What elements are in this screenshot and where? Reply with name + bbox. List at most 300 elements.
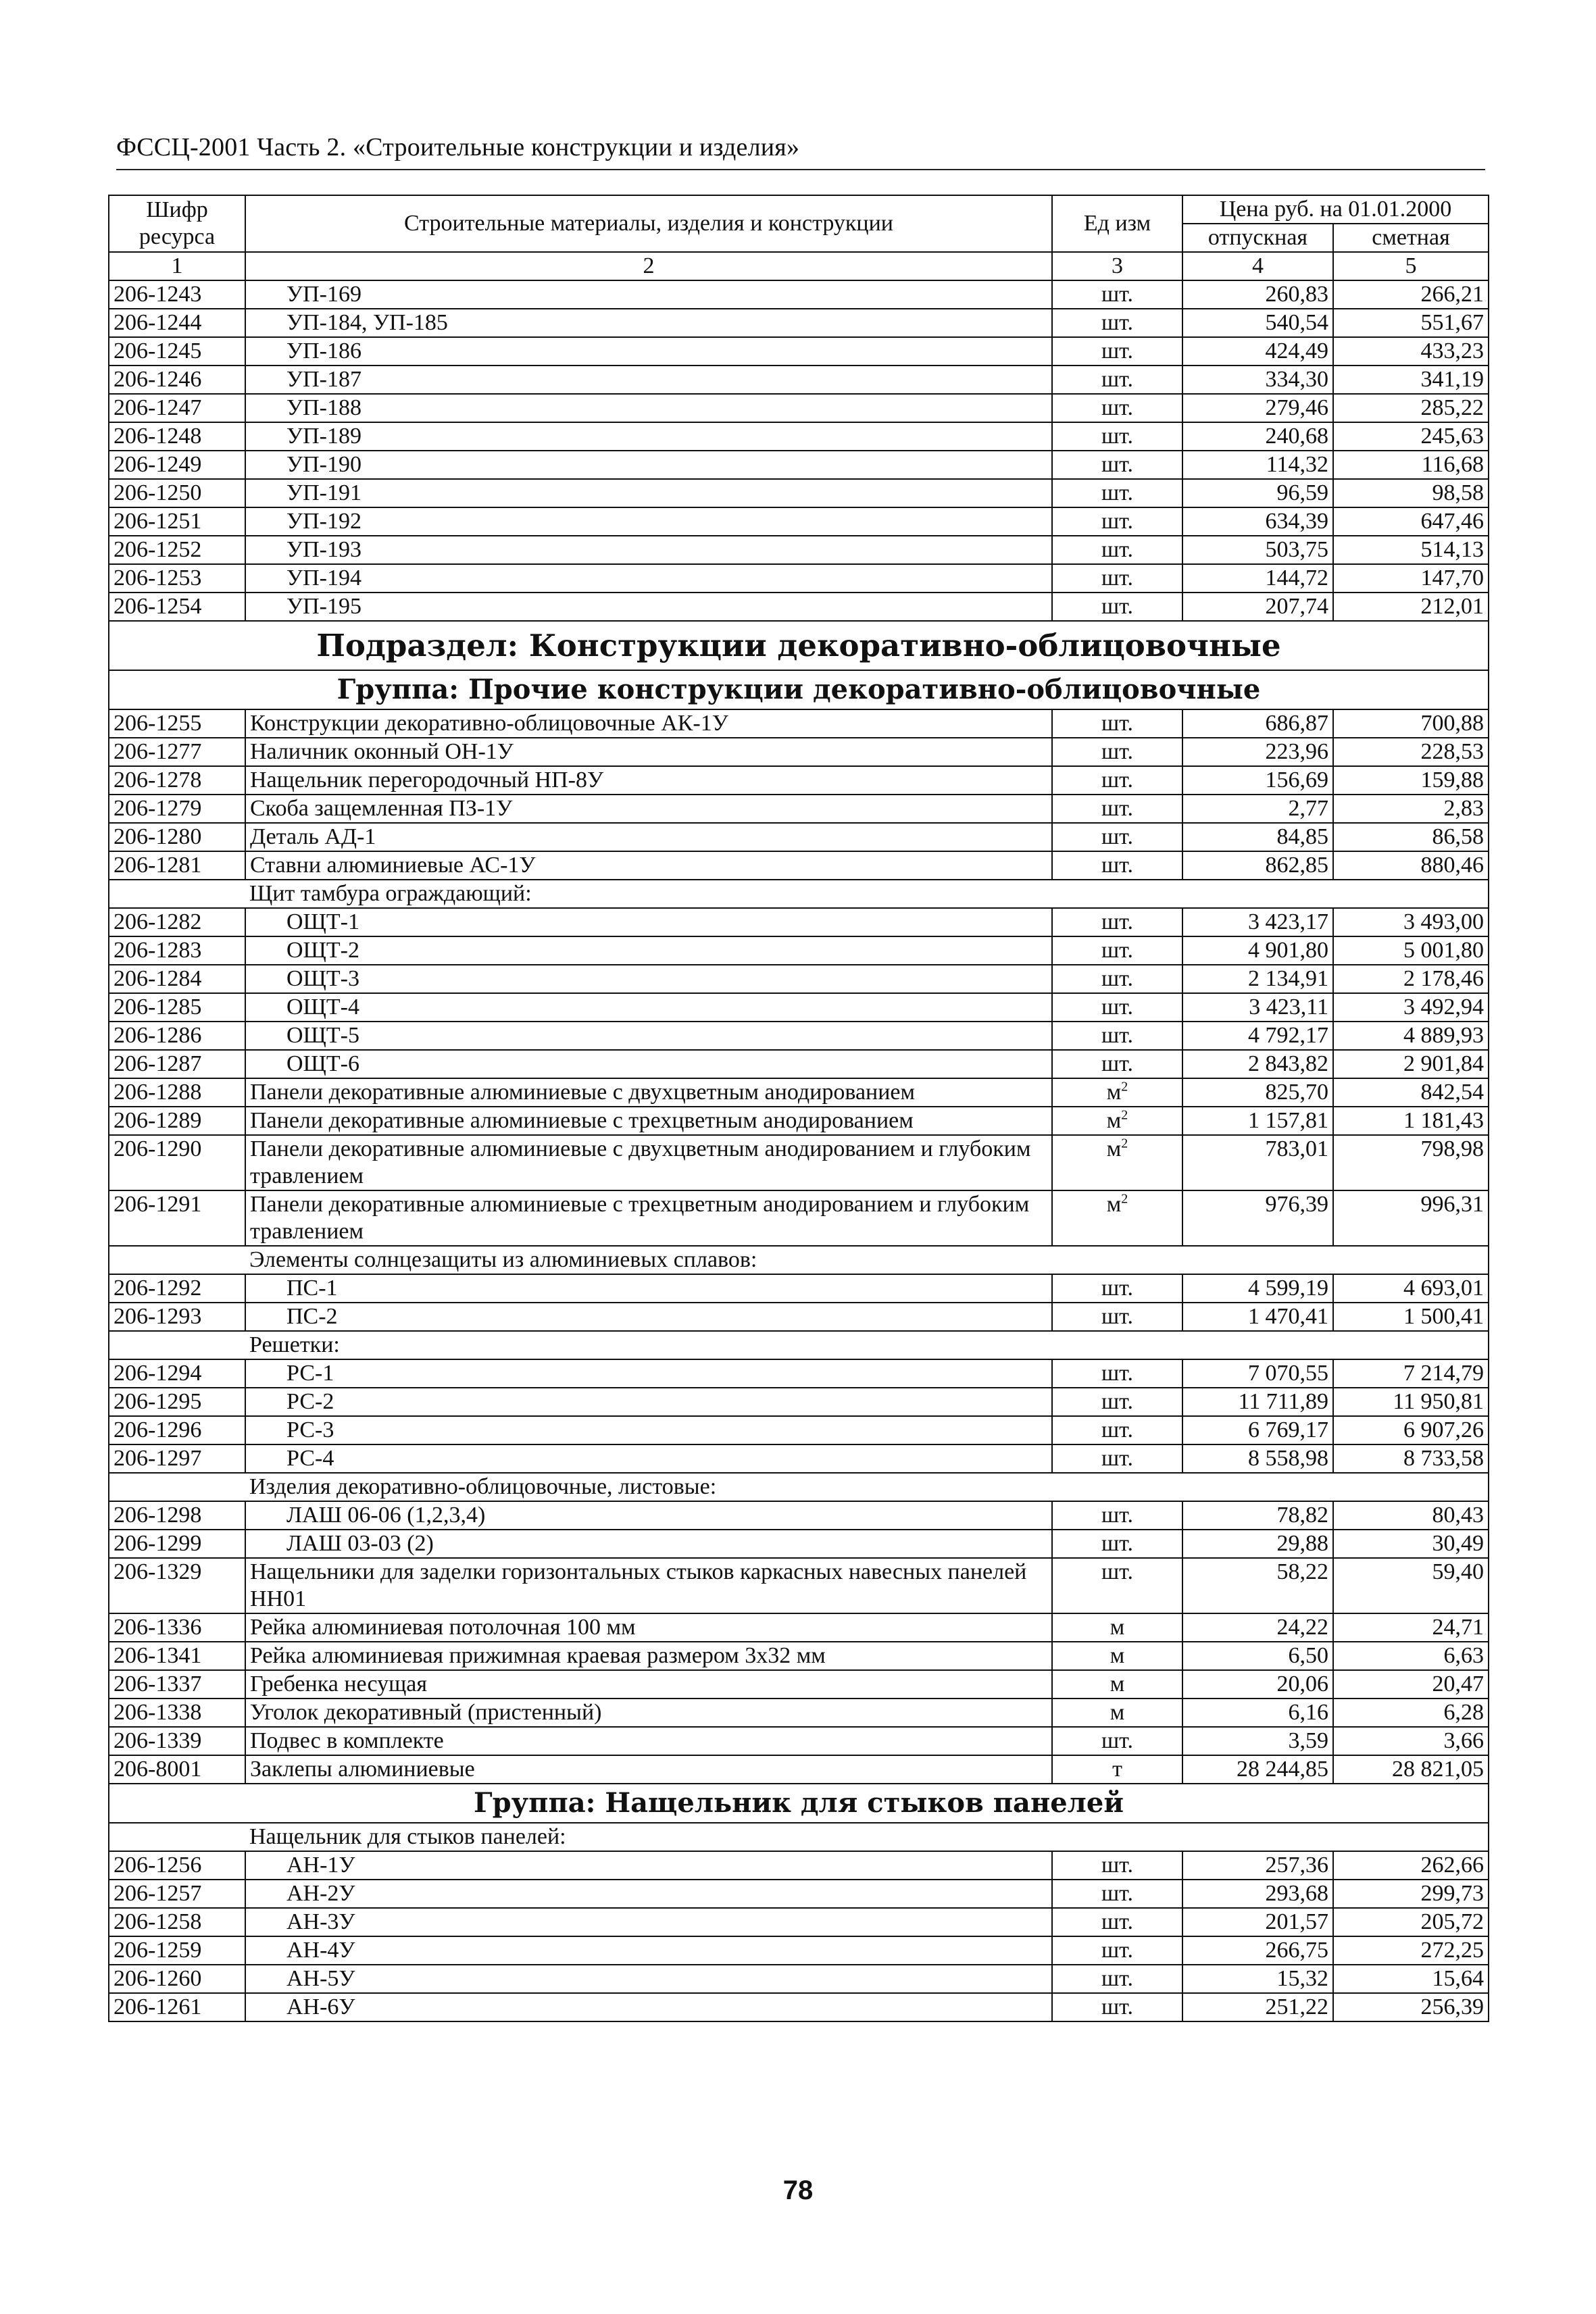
material-name: УП-191: [245, 479, 1052, 507]
unit: шт.: [1101, 1531, 1133, 1556]
unit-cell: [1052, 1274, 1182, 1303]
table-row: [109, 965, 1489, 993]
material-name: УП-190: [245, 451, 1052, 479]
estimate-price: 80,43: [1333, 1501, 1489, 1530]
unit: м: [1106, 1192, 1122, 1217]
unit-cell: [1052, 1642, 1182, 1670]
unit: шт.: [1101, 1853, 1133, 1878]
unit: м: [1106, 1108, 1122, 1133]
estimate-price: 86,58: [1333, 823, 1489, 851]
material-name: Панели декоративные алюминиевые с двухцветным анодированием и глубоким травлением: [245, 1135, 1052, 1190]
estimate-price: 996,31: [1333, 1190, 1489, 1246]
material-name: ОЩТ-5: [245, 1022, 1052, 1050]
unit: шт.: [1101, 565, 1133, 590]
material-name: Деталь АД-1: [245, 823, 1052, 851]
unit: шт.: [1101, 1276, 1133, 1301]
unit: шт.: [1101, 711, 1133, 736]
wholesale-price: 7 070,55: [1182, 1359, 1333, 1388]
table-row: [109, 1613, 1489, 1642]
wholesale-price: 976,39: [1182, 1190, 1333, 1246]
unit: м: [1109, 1671, 1125, 1696]
unit-cell: [1052, 422, 1182, 451]
table-row: [109, 1190, 1489, 1246]
resource-code: 206-1257: [109, 1880, 245, 1908]
resource-code: 206-1296: [109, 1416, 245, 1444]
table-row: [109, 1558, 1489, 1613]
estimate-price: 433,23: [1333, 337, 1489, 366]
resource-code: 206-1258: [109, 1908, 245, 1936]
table-row: [109, 1050, 1489, 1078]
material-name: ОЩТ-6: [245, 1050, 1052, 1078]
material-name: АН-2У: [245, 1880, 1052, 1908]
estimate-price: 2 901,84: [1333, 1050, 1489, 1078]
table-row: [109, 1851, 1489, 1880]
group-title: Группа: Нащельник для стыков панелей: [109, 1784, 1489, 1823]
wholesale-price: 4 901,80: [1182, 936, 1333, 965]
material-name: РС-2: [245, 1388, 1052, 1416]
material-name: Панели декоративные алюминиевые с двухцветным анодированием: [245, 1078, 1052, 1107]
resource-code: 206-1298: [109, 1501, 245, 1530]
price-table-body: [109, 280, 1489, 2021]
unit-cell: [1052, 1388, 1182, 1416]
unit: шт.: [1101, 796, 1133, 821]
estimate-price: 7 214,79: [1333, 1359, 1489, 1388]
estimate-price: 6 907,26: [1333, 1416, 1489, 1444]
estimate-price: 15,64: [1333, 1965, 1489, 1993]
unit-cell: [1052, 766, 1182, 795]
col-number: 1: [109, 252, 245, 280]
table-row: [109, 795, 1489, 823]
material-name: Панели декоративные алюминиевые с трехцветным анодированием: [245, 1107, 1052, 1135]
table-row: [109, 1699, 1489, 1727]
table-row: [109, 1530, 1489, 1558]
unit-cell: [1052, 366, 1182, 394]
unit-cell: [1052, 1190, 1182, 1246]
unit-cell: [1052, 564, 1182, 593]
resource-code: 206-1246: [109, 366, 245, 394]
wholesale-price: 58,22: [1182, 1558, 1333, 1613]
unit: м: [1109, 1643, 1125, 1668]
table-row: [109, 1078, 1489, 1107]
table-row: [109, 1416, 1489, 1444]
unit-cell: [1052, 965, 1182, 993]
code-cell-empty: [109, 1331, 245, 1359]
estimate-price: 2 178,46: [1333, 965, 1489, 993]
unit-cell: [1052, 795, 1182, 823]
resource-code: 206-1251: [109, 507, 245, 536]
unit: шт.: [1101, 452, 1133, 477]
unit-cell: [1052, 1050, 1182, 1078]
unit-cell: [1052, 851, 1182, 880]
unit: шт.: [1101, 995, 1133, 1020]
unit-cell: [1052, 1965, 1182, 1993]
estimate-price: 98,58: [1333, 479, 1489, 507]
material-name: Скоба защемленная ПЗ-1У: [245, 795, 1052, 823]
unit-cell: [1052, 1530, 1182, 1558]
col-number: 2: [245, 252, 1052, 280]
resource-code: 206-1277: [109, 738, 245, 766]
resource-code: 206-1279: [109, 795, 245, 823]
subsection-title: Подраздел: Конструкции декоративно-облицовочные: [109, 621, 1489, 670]
table-row: [109, 1965, 1489, 1993]
col-header-code: Шифр ресурса: [109, 195, 245, 252]
unit: шт.: [1101, 853, 1133, 878]
header-rule: [116, 169, 1485, 170]
wholesale-price: 201,57: [1182, 1908, 1333, 1936]
estimate-price: 3,66: [1333, 1727, 1489, 1755]
estimate-price: 299,73: [1333, 1880, 1489, 1908]
estimate-price: 514,13: [1333, 536, 1489, 564]
subgroup-note-row: [109, 880, 1489, 908]
unit-cell: [1052, 1501, 1182, 1530]
subgroup-note: Щит тамбура ограждающий:: [245, 880, 1489, 908]
material-name: УП-186: [245, 337, 1052, 366]
unit: шт.: [1101, 310, 1133, 335]
unit: шт.: [1101, 1938, 1133, 1963]
unit-exponent: 2: [1121, 1191, 1128, 1207]
wholesale-price: 686,87: [1182, 709, 1333, 738]
table-row: [109, 1444, 1489, 1473]
wholesale-price: 20,06: [1182, 1670, 1333, 1699]
unit-cell: [1052, 1670, 1182, 1699]
subgroup-note-row: [109, 1246, 1489, 1274]
table-row: [109, 738, 1489, 766]
estimate-price: 3 492,94: [1333, 993, 1489, 1022]
resource-code: 206-1285: [109, 993, 245, 1022]
col-number: 5: [1333, 252, 1489, 280]
material-name: УП-169: [245, 280, 1052, 309]
unit: шт.: [1101, 1023, 1133, 1048]
subgroup-note-row: [109, 1823, 1489, 1851]
unit: шт.: [1101, 1503, 1133, 1528]
wholesale-price: 29,88: [1182, 1530, 1333, 1558]
resource-code: 206-1287: [109, 1050, 245, 1078]
wholesale-price: 4 599,19: [1182, 1274, 1333, 1303]
code-cell-empty: [109, 1473, 245, 1501]
table-row: [109, 1936, 1489, 1965]
unit: шт.: [1101, 1881, 1133, 1906]
subsection-row: [109, 621, 1489, 670]
resource-code: 206-1245: [109, 337, 245, 366]
estimate-price: 205,72: [1333, 1908, 1489, 1936]
table-row: [109, 536, 1489, 564]
material-name: РС-1: [245, 1359, 1052, 1388]
material-name: ЛАШ 06-06 (1,2,3,4): [245, 1501, 1052, 1530]
material-name: ПС-1: [245, 1274, 1052, 1303]
table-row: [109, 851, 1489, 880]
resource-code: 206-1280: [109, 823, 245, 851]
table-row: [109, 1755, 1489, 1784]
wholesale-price: 424,49: [1182, 337, 1333, 366]
resource-code: 206-1254: [109, 593, 245, 621]
resource-code: 206-1248: [109, 422, 245, 451]
unit-cell: [1052, 451, 1182, 479]
col-header-unit: Ед изм: [1052, 195, 1182, 252]
material-name: Нащельники для заделки горизонтальных стыков каркасных навесных панелей НН01: [245, 1558, 1052, 1613]
wholesale-price: 825,70: [1182, 1078, 1333, 1107]
wholesale-price: 4 792,17: [1182, 1022, 1333, 1050]
unit: шт.: [1101, 338, 1133, 363]
unit-cell: [1052, 1613, 1182, 1642]
estimate-price: 285,22: [1333, 394, 1489, 422]
col-header-estimate: сметная: [1333, 224, 1489, 252]
resource-code: 206-1288: [109, 1078, 245, 1107]
table-row: [109, 766, 1489, 795]
table-row: [109, 1388, 1489, 1416]
unit-cell: [1052, 1359, 1182, 1388]
wholesale-price: 266,75: [1182, 1936, 1333, 1965]
resource-code: 206-1341: [109, 1642, 245, 1670]
unit-cell: [1052, 1303, 1182, 1331]
unit-cell: [1052, 823, 1182, 851]
unit: шт.: [1101, 367, 1133, 392]
material-name: УП-188: [245, 394, 1052, 422]
table-row: [109, 1135, 1489, 1190]
estimate-price: 28 821,05: [1333, 1755, 1489, 1784]
wholesale-price: 8 558,98: [1182, 1444, 1333, 1473]
unit: шт.: [1101, 1909, 1133, 1934]
unit-exponent: 2: [1121, 1079, 1128, 1095]
material-name: РС-4: [245, 1444, 1052, 1473]
unit-cell: [1052, 337, 1182, 366]
group-row: [109, 670, 1489, 709]
group-row: [109, 1784, 1489, 1823]
estimate-price: 8 733,58: [1333, 1444, 1489, 1473]
material-name: ОЩТ-3: [245, 965, 1052, 993]
estimate-price: 700,88: [1333, 709, 1489, 738]
unit: шт.: [1101, 282, 1133, 307]
resource-code: 206-1255: [109, 709, 245, 738]
material-name: Нащельник перегородочный НП-8У: [245, 766, 1052, 795]
estimate-price: 5 001,80: [1333, 936, 1489, 965]
material-name: Уголок декоративный (пристенный): [245, 1699, 1052, 1727]
unit-cell: [1052, 993, 1182, 1022]
unit-cell: [1052, 479, 1182, 507]
estimate-price: 20,47: [1333, 1670, 1489, 1699]
unit-cell: [1052, 1699, 1182, 1727]
unit-cell: [1052, 738, 1182, 766]
wholesale-price: 293,68: [1182, 1880, 1333, 1908]
page-header-title: ФССЦ-2001 Часть 2. «Строительные конструкции и изделия»: [116, 133, 800, 161]
wholesale-price: 96,59: [1182, 479, 1333, 507]
unit: шт.: [1101, 966, 1133, 991]
estimate-price: 116,68: [1333, 451, 1489, 479]
table-row: [109, 366, 1489, 394]
material-name: АН-4У: [245, 1936, 1052, 1965]
estimate-price: 6,28: [1333, 1699, 1489, 1727]
estimate-price: 272,25: [1333, 1936, 1489, 1965]
unit: шт.: [1101, 909, 1133, 934]
material-name: УП-195: [245, 593, 1052, 621]
wholesale-price: 6,16: [1182, 1699, 1333, 1727]
material-name: РС-3: [245, 1416, 1052, 1444]
material-name: АН-3У: [245, 1908, 1052, 1936]
wholesale-price: 240,68: [1182, 422, 1333, 451]
table-row: [109, 823, 1489, 851]
wholesale-price: 223,96: [1182, 738, 1333, 766]
material-name: Подвес в комплекте: [245, 1727, 1052, 1755]
estimate-price: 2,83: [1333, 795, 1489, 823]
material-name: УП-193: [245, 536, 1052, 564]
wholesale-price: 156,69: [1182, 766, 1333, 795]
unit: шт.: [1101, 1361, 1133, 1386]
unit: шт.: [1101, 509, 1133, 534]
wholesale-price: 6,50: [1182, 1642, 1333, 1670]
unit-cell: [1052, 1107, 1182, 1135]
estimate-price: 245,63: [1333, 422, 1489, 451]
resource-code: 206-1283: [109, 936, 245, 965]
material-name: Конструкции декоративно-облицовочные АК-1У: [245, 709, 1052, 738]
estimate-price: 1 500,41: [1333, 1303, 1489, 1331]
resource-code: 206-1339: [109, 1727, 245, 1755]
resource-code: 206-1286: [109, 1022, 245, 1050]
unit: шт.: [1101, 938, 1133, 963]
price-table: [108, 195, 1489, 2022]
material-name: Рейка алюминиевая потолочная 100 мм: [245, 1613, 1052, 1642]
unit-cell: [1052, 1880, 1182, 1908]
unit-cell: [1052, 280, 1182, 309]
resource-code: 206-1336: [109, 1613, 245, 1642]
table-row: [109, 1908, 1489, 1936]
table-row: [109, 1642, 1489, 1670]
unit: шт.: [1101, 480, 1133, 505]
unit-cell: [1052, 1851, 1182, 1880]
unit-cell: [1052, 1135, 1182, 1190]
estimate-price: 256,39: [1333, 1993, 1489, 2021]
table-row: [109, 1501, 1489, 1530]
unit: шт.: [1101, 424, 1133, 449]
material-name: УП-184, УП-185: [245, 309, 1052, 337]
resource-code: 206-1293: [109, 1303, 245, 1331]
table-row: [109, 1022, 1489, 1050]
unit: м: [1106, 1080, 1122, 1105]
wholesale-price: 24,22: [1182, 1613, 1333, 1642]
estimate-price: 212,01: [1333, 593, 1489, 621]
unit: шт.: [1101, 1417, 1133, 1442]
table-row: [109, 394, 1489, 422]
material-name: Гребенка несущая: [245, 1670, 1052, 1699]
wholesale-price: 3 423,17: [1182, 908, 1333, 936]
resource-code: 206-1281: [109, 851, 245, 880]
subgroup-note: Элементы солнцезащиты из алюминиевых сплавов:: [245, 1246, 1489, 1274]
resource-code: 206-1329: [109, 1558, 245, 1613]
unit: м: [1109, 1615, 1125, 1640]
subgroup-note: Нащельник для стыков панелей:: [245, 1823, 1489, 1851]
wholesale-price: 114,32: [1182, 451, 1333, 479]
resource-code: 206-1282: [109, 908, 245, 936]
wholesale-price: 251,22: [1182, 1993, 1333, 2021]
wholesale-price: 260,83: [1182, 280, 1333, 309]
table-row: [109, 337, 1489, 366]
unit-cell: [1052, 1022, 1182, 1050]
material-name: Ставни алюминиевые АС-1У: [245, 851, 1052, 880]
unit: шт.: [1101, 594, 1133, 619]
resource-code: 206-1291: [109, 1190, 245, 1246]
resource-code: 206-1292: [109, 1274, 245, 1303]
resource-code: 206-1247: [109, 394, 245, 422]
table-row: [109, 1880, 1489, 1908]
resource-code: 206-1278: [109, 766, 245, 795]
unit: шт.: [1101, 1559, 1133, 1584]
unit: шт.: [1101, 1446, 1133, 1471]
estimate-price: 24,71: [1333, 1613, 1489, 1642]
unit-cell: [1052, 1078, 1182, 1107]
table-row: [109, 1670, 1489, 1699]
resource-code: 206-1260: [109, 1965, 245, 1993]
resource-code: 206-1290: [109, 1135, 245, 1190]
resource-code: 206-1252: [109, 536, 245, 564]
estimate-price: 341,19: [1333, 366, 1489, 394]
unit: шт.: [1101, 1994, 1133, 2019]
table-row: [109, 908, 1489, 936]
estimate-price: 4 889,93: [1333, 1022, 1489, 1050]
material-name: УП-192: [245, 507, 1052, 536]
table-row: [109, 1107, 1489, 1135]
unit: шт.: [1101, 1051, 1133, 1076]
col-number: 3: [1052, 252, 1182, 280]
wholesale-price: 783,01: [1182, 1135, 1333, 1190]
page-number: 78: [782, 2175, 814, 2205]
material-name: ПС-2: [245, 1303, 1052, 1331]
unit-cell: [1052, 1558, 1182, 1613]
unit-cell: [1052, 1993, 1182, 2021]
resource-code: 206-1253: [109, 564, 245, 593]
unit-cell: [1052, 1755, 1182, 1784]
unit-exponent: 2: [1121, 1136, 1128, 1151]
resource-code: 206-1337: [109, 1670, 245, 1699]
table-row: [109, 1303, 1489, 1331]
unit: шт.: [1101, 537, 1133, 562]
resource-code: 206-1249: [109, 451, 245, 479]
code-cell-empty: [109, 1823, 245, 1851]
material-name: АН-5У: [245, 1965, 1052, 1993]
wholesale-price: 634,39: [1182, 507, 1333, 536]
table-row: [109, 1359, 1489, 1388]
material-name: Наличник оконный ОН-1У: [245, 738, 1052, 766]
table-row: [109, 936, 1489, 965]
wholesale-price: 503,75: [1182, 536, 1333, 564]
material-name: Рейка алюминиевая прижимная краевая размером 3х32 мм: [245, 1642, 1052, 1670]
material-name: Панели декоративные алюминиевые с трехцветным анодированием и глубоким травлением: [245, 1190, 1052, 1246]
unit-cell: [1052, 1908, 1182, 1936]
estimate-price: 59,40: [1333, 1558, 1489, 1613]
code-cell-empty: [109, 880, 245, 908]
wholesale-price: 28 244,85: [1182, 1755, 1333, 1784]
estimate-price: 6,63: [1333, 1642, 1489, 1670]
resource-code: 206-1294: [109, 1359, 245, 1388]
table-row: [109, 1727, 1489, 1755]
group-title: Группа: Прочие конструкции декоративно-облицовочные: [109, 670, 1489, 709]
subgroup-note: Изделия декоративно-облицовочные, листовые:: [245, 1473, 1489, 1501]
unit: шт.: [1101, 1966, 1133, 1991]
estimate-price: 147,70: [1333, 564, 1489, 593]
table-row: [109, 593, 1489, 621]
table-row: [109, 451, 1489, 479]
wholesale-price: 540,54: [1182, 309, 1333, 337]
wholesale-price: 78,82: [1182, 1501, 1333, 1530]
wholesale-price: 207,74: [1182, 593, 1333, 621]
table-row: [109, 1993, 1489, 2021]
unit: шт.: [1101, 1304, 1133, 1329]
resource-code: 206-1289: [109, 1107, 245, 1135]
unit-cell: [1052, 1444, 1182, 1473]
unit-cell: [1052, 1416, 1182, 1444]
wholesale-price: 1 157,81: [1182, 1107, 1333, 1135]
wholesale-price: 2 843,82: [1182, 1050, 1333, 1078]
material-name: АН-6У: [245, 1993, 1052, 2021]
resource-code: 206-1261: [109, 1993, 245, 2021]
estimate-price: 262,66: [1333, 1851, 1489, 1880]
